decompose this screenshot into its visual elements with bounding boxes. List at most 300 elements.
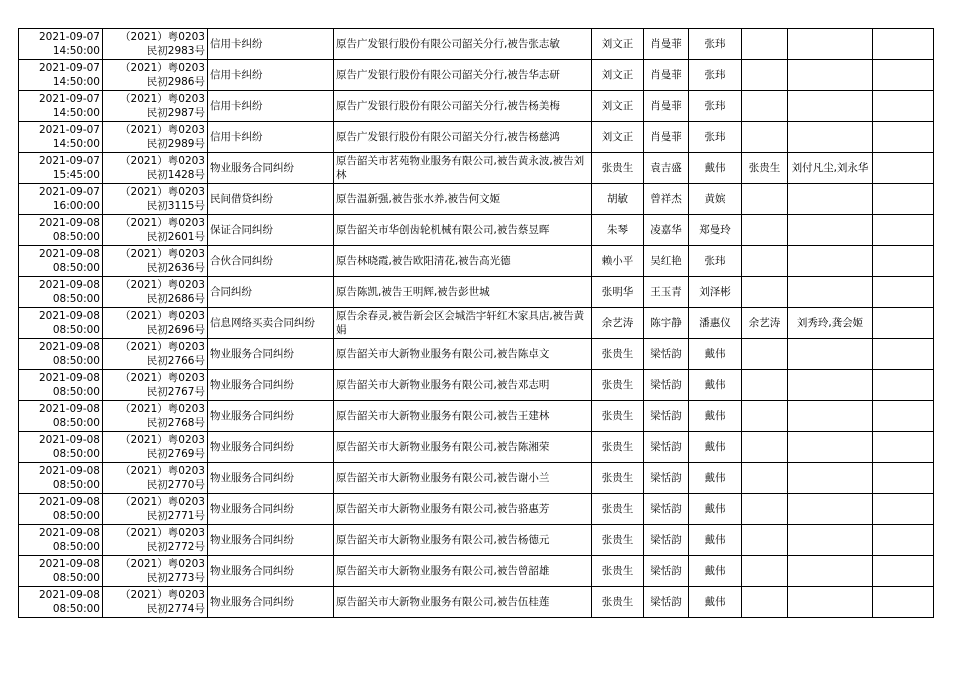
court-clerk-secretary: 戴伟 <box>704 596 726 608</box>
hearing-time-cell <box>19 153 103 184</box>
extra-cell <box>873 432 934 463</box>
juror-pair-cell <box>788 246 873 277</box>
juror-pair-cell <box>788 556 873 587</box>
parties-cell <box>334 184 592 215</box>
hearing-time-cell <box>19 401 103 432</box>
table-row <box>19 277 934 308</box>
juror-pair-cell <box>788 91 873 122</box>
juror-pair-cell <box>788 184 873 215</box>
hearing-time-cell <box>19 91 103 122</box>
judge-assistant-cell <box>644 184 689 215</box>
hearing-time-time: 08:50:00 <box>52 541 100 553</box>
presiding-judge-cell <box>592 246 644 277</box>
case-cause-cell <box>208 339 334 370</box>
court-clerk-cell <box>689 370 742 401</box>
case-number-case-a: （2021）粤0203 <box>120 496 205 508</box>
hearing-time-date: 2021-09-07 <box>38 31 100 43</box>
extra-cell <box>873 215 934 246</box>
presiding-judge-cell <box>592 556 644 587</box>
hearing-time-time: 08:50:00 <box>52 262 100 274</box>
case-number-case-a: （2021）粤0203 <box>120 155 205 167</box>
hearing-time-date: 2021-09-08 <box>38 434 100 446</box>
court-clerk-secretary: 戴伟 <box>704 379 726 391</box>
case-number-cell <box>103 587 208 618</box>
parties-parties: 原告韶关市大新物业服务有限公司,被告王建林 <box>336 410 550 422</box>
presiding-judge-cell <box>592 153 644 184</box>
extra-cell <box>873 153 934 184</box>
hearing-time-time: 08:50:00 <box>52 324 100 336</box>
extra-cell <box>873 246 934 277</box>
hearing-time-date: 2021-09-08 <box>38 558 100 570</box>
hearing-time-time: 08:50:00 <box>52 355 100 367</box>
hearing-time-cell <box>19 587 103 618</box>
case-number-case-b: 民初2773号 <box>146 572 205 584</box>
presiding-judge-cell <box>592 401 644 432</box>
judge-assistant-cell <box>644 60 689 91</box>
extra-cell <box>873 370 934 401</box>
hearing-time-date: 2021-09-08 <box>38 527 100 539</box>
hearing-time-time: 08:50:00 <box>52 417 100 429</box>
juror-cell <box>742 91 788 122</box>
case-number-case-b: 民初2987号 <box>146 107 205 119</box>
case-cause-cause: 物业服务合同纠纷 <box>210 565 294 577</box>
case-number-case-a: （2021）粤0203 <box>120 279 205 291</box>
hearing-time-time: 08:50:00 <box>52 603 100 615</box>
table-row <box>19 494 934 525</box>
case-number-cell <box>103 525 208 556</box>
judge-assistant-cell <box>644 122 689 153</box>
presiding-judge-judge: 胡敏 <box>607 193 628 205</box>
parties-cell <box>334 308 592 339</box>
parties-cell <box>334 339 592 370</box>
judge-assistant-clerk: 梁恬韵 <box>650 596 682 608</box>
case-number-cell <box>103 370 208 401</box>
parties-parties: 原告韶关市大新物业服务有限公司,被告杨德元 <box>336 534 550 546</box>
juror-cell <box>742 494 788 525</box>
hearing-time-cell <box>19 525 103 556</box>
hearing-time-cell <box>19 339 103 370</box>
juror-juror1: 张贵生 <box>748 162 781 174</box>
parties-parties: 原告韶关市茗苑物业服务有限公司,被告黄永波,被告刘林 <box>336 155 585 181</box>
juror-pair-cell <box>788 525 873 556</box>
hearing-time-cell <box>19 432 103 463</box>
juror-pair-cell <box>788 60 873 91</box>
parties-parties: 原告韶关市大新物业服务有限公司,被告骆惠芳 <box>336 503 550 515</box>
court-clerk-cell <box>689 246 742 277</box>
hearing-time-date: 2021-09-08 <box>38 341 100 353</box>
extra-cell <box>873 525 934 556</box>
judge-assistant-cell <box>644 401 689 432</box>
case-cause-cell <box>208 215 334 246</box>
hearing-time-time: 16:00:00 <box>52 200 100 212</box>
judge-assistant-clerk: 凌嘉华 <box>650 224 682 236</box>
parties-cell <box>334 91 592 122</box>
juror-cell <box>742 432 788 463</box>
juror-cell <box>742 277 788 308</box>
case-cause-cell <box>208 91 334 122</box>
case-cause-cause: 物业服务合同纠纷 <box>210 441 294 453</box>
case-number-case-b: 民初2696号 <box>146 324 205 336</box>
presiding-judge-cell <box>592 432 644 463</box>
court-clerk-cell <box>689 525 742 556</box>
case-number-case-b: 民初3115号 <box>146 200 205 212</box>
judge-assistant-clerk: 曾祥杰 <box>650 193 682 205</box>
presiding-judge-judge: 刘文正 <box>601 131 634 143</box>
case-cause-cell <box>208 122 334 153</box>
table-row <box>19 215 934 246</box>
court-clerk-secretary: 戴伟 <box>704 162 726 174</box>
juror-pair-cell <box>788 122 873 153</box>
table-row <box>19 29 934 60</box>
case-cause-cause: 信用卡纠纷 <box>210 100 263 112</box>
court-clerk-secretary: 戴伟 <box>704 472 726 484</box>
parties-parties: 原告广发银行股份有限公司韶关分行,被告杨美梅 <box>336 100 560 112</box>
table-row <box>19 91 934 122</box>
extra-cell <box>873 587 934 618</box>
case-number-case-b: 民初2767号 <box>146 386 205 398</box>
case-cause-cell <box>208 525 334 556</box>
parties-cell <box>334 494 592 525</box>
presiding-judge-judge: 张贵生 <box>601 565 634 577</box>
parties-cell <box>334 29 592 60</box>
case-number-case-a: （2021）粤0203 <box>120 93 205 105</box>
judge-assistant-clerk: 王玉青 <box>650 286 682 298</box>
court-clerk-secretary: 戴伟 <box>704 503 726 515</box>
juror-pair-cell <box>788 153 873 184</box>
hearing-time-time: 08:50:00 <box>52 293 100 305</box>
juror-pair-juror2: 刘付凡尘,刘永华 <box>791 162 869 174</box>
case-number-case-a: （2021）粤0203 <box>120 310 205 322</box>
parties-parties: 原告韶关市大新物业服务有限公司,被告谢小兰 <box>336 472 550 484</box>
judge-assistant-clerk: 梁恬韵 <box>650 503 682 515</box>
court-clerk-cell <box>689 29 742 60</box>
juror-pair-cell <box>788 215 873 246</box>
case-cause-cause: 物业服务合同纠纷 <box>210 348 294 360</box>
presiding-judge-cell <box>592 463 644 494</box>
table-row <box>19 60 934 91</box>
court-clerk-cell <box>689 215 742 246</box>
parties-cell <box>334 122 592 153</box>
juror-cell <box>742 308 788 339</box>
case-number-case-a: （2021）粤0203 <box>120 527 205 539</box>
case-number-case-b: 民初2768号 <box>146 417 205 429</box>
case-cause-cause: 合伙合同纠纷 <box>210 255 273 267</box>
hearing-time-time: 14:50:00 <box>52 76 100 88</box>
court-clerk-cell <box>689 277 742 308</box>
hearing-time-time: 08:50:00 <box>52 386 100 398</box>
case-cause-cell <box>208 29 334 60</box>
case-number-cell <box>103 556 208 587</box>
court-clerk-cell <box>689 432 742 463</box>
parties-parties: 原告韶关市大新物业服务有限公司,被告曾韶雄 <box>336 565 550 577</box>
court-clerk-secretary: 戴伟 <box>704 410 726 422</box>
presiding-judge-cell <box>592 60 644 91</box>
juror-cell <box>742 587 788 618</box>
parties-cell <box>334 215 592 246</box>
court-clerk-cell <box>689 91 742 122</box>
hearing-time-cell <box>19 556 103 587</box>
judge-assistant-clerk: 肖曼菲 <box>650 38 682 50</box>
hearing-time-date: 2021-09-08 <box>38 372 100 384</box>
parties-parties: 原告余春灵,被告新会区会城浩宇轩红木家具店,被告黄娟 <box>336 310 585 336</box>
case-cause-cell <box>208 60 334 91</box>
parties-parties: 原告韶关市大新物业服务有限公司,被告陈卓文 <box>336 348 550 360</box>
judge-assistant-cell <box>644 29 689 60</box>
case-number-cell <box>103 401 208 432</box>
case-number-cell <box>103 277 208 308</box>
parties-cell <box>334 556 592 587</box>
presiding-judge-cell <box>592 122 644 153</box>
case-cause-cause: 信息网络买卖合同纠纷 <box>210 317 315 329</box>
table-row <box>19 401 934 432</box>
case-cause-cell <box>208 184 334 215</box>
case-number-case-a: （2021）粤0203 <box>120 186 205 198</box>
juror-pair-cell <box>788 308 873 339</box>
hearing-time-date: 2021-09-07 <box>38 93 100 105</box>
judge-assistant-clerk: 吴红艳 <box>650 255 682 267</box>
case-cause-cause: 信用卡纠纷 <box>210 131 263 143</box>
juror-cell <box>742 370 788 401</box>
court-clerk-cell <box>689 153 742 184</box>
case-cause-cell <box>208 494 334 525</box>
hearing-time-date: 2021-09-08 <box>38 310 100 322</box>
court-clerk-secretary: 郑曼玲 <box>699 224 731 236</box>
juror-pair-cell <box>788 587 873 618</box>
hearing-time-date: 2021-09-08 <box>38 465 100 477</box>
case-number-cell <box>103 215 208 246</box>
hearing-time-time: 14:50:00 <box>52 138 100 150</box>
hearing-time-date: 2021-09-07 <box>38 155 100 167</box>
extra-cell <box>873 401 934 432</box>
juror-cell <box>742 525 788 556</box>
hearing-time-cell <box>19 215 103 246</box>
table-row <box>19 370 934 401</box>
court-clerk-secretary: 张玮 <box>704 69 726 81</box>
case-number-case-b: 民初2601号 <box>146 231 205 243</box>
judge-assistant-cell <box>644 587 689 618</box>
case-number-case-b: 民初2769号 <box>146 448 205 460</box>
judge-assistant-cell <box>644 91 689 122</box>
presiding-judge-judge: 朱琴 <box>607 224 628 236</box>
extra-cell <box>873 91 934 122</box>
hearing-time-time: 08:50:00 <box>52 572 100 584</box>
juror-pair-cell <box>788 370 873 401</box>
court-clerk-cell <box>689 60 742 91</box>
juror-cell <box>742 215 788 246</box>
judge-assistant-clerk: 梁恬韵 <box>650 534 682 546</box>
juror-cell <box>742 463 788 494</box>
court-clerk-cell <box>689 494 742 525</box>
court-clerk-cell <box>689 587 742 618</box>
parties-parties: 原告林晓霞,被告欧阳清花,被告高光德 <box>336 255 511 267</box>
case-cause-cell <box>208 556 334 587</box>
case-cause-cell <box>208 401 334 432</box>
hearing-time-cell <box>19 246 103 277</box>
parties-parties: 原告韶关市大新物业服务有限公司,被告邓志明 <box>336 379 550 391</box>
table-row <box>19 184 934 215</box>
table-row <box>19 556 934 587</box>
judge-assistant-cell <box>644 463 689 494</box>
presiding-judge-cell <box>592 525 644 556</box>
juror-pair-cell <box>788 401 873 432</box>
juror-pair-cell <box>788 494 873 525</box>
presiding-judge-judge: 张贵生 <box>601 534 634 546</box>
hearing-time-time: 14:50:00 <box>52 45 100 57</box>
case-number-cell <box>103 463 208 494</box>
judge-assistant-cell <box>644 370 689 401</box>
parties-parties: 原告广发银行股份有限公司韶关分行,被告华志研 <box>336 69 560 81</box>
case-number-case-a: （2021）粤0203 <box>120 31 205 43</box>
case-number-case-b: 民初2772号 <box>146 541 205 553</box>
presiding-judge-cell <box>592 370 644 401</box>
parties-parties: 原告韶关市华创齿轮机械有限公司,被告蔡昱晖 <box>336 224 550 236</box>
extra-cell <box>873 29 934 60</box>
extra-cell <box>873 277 934 308</box>
case-cause-cause: 物业服务合同纠纷 <box>210 534 294 546</box>
table-row <box>19 153 934 184</box>
court-clerk-cell <box>689 122 742 153</box>
parties-cell <box>334 277 592 308</box>
court-clerk-cell <box>689 463 742 494</box>
court-clerk-secretary: 刘泽彬 <box>699 286 731 298</box>
case-number-case-b: 民初2774号 <box>146 603 205 615</box>
parties-cell <box>334 246 592 277</box>
hearing-time-cell <box>19 308 103 339</box>
case-number-cell <box>103 153 208 184</box>
parties-cell <box>334 60 592 91</box>
parties-parties: 原告陈凯,被告王明辉,被告彭世城 <box>336 286 490 298</box>
case-number-case-a: （2021）粤0203 <box>120 403 205 415</box>
table-row <box>19 525 934 556</box>
hearing-time-cell <box>19 29 103 60</box>
extra-cell <box>873 184 934 215</box>
case-cause-cause: 物业服务合同纠纷 <box>210 379 294 391</box>
case-number-cell <box>103 494 208 525</box>
hearing-time-date: 2021-09-08 <box>38 496 100 508</box>
parties-cell <box>334 153 592 184</box>
extra-cell <box>873 339 934 370</box>
hearing-time-cell <box>19 277 103 308</box>
case-number-case-b: 民初2636号 <box>146 262 205 274</box>
judge-assistant-cell <box>644 308 689 339</box>
case-number-cell <box>103 339 208 370</box>
hearing-time-date: 2021-09-08 <box>38 217 100 229</box>
case-number-case-b: 民初2766号 <box>146 355 205 367</box>
hearing-time-date: 2021-09-07 <box>38 186 100 198</box>
court-clerk-secretary: 戴伟 <box>704 441 726 453</box>
extra-cell <box>873 308 934 339</box>
case-cause-cause: 物业服务合同纠纷 <box>210 596 294 608</box>
extra-cell <box>873 463 934 494</box>
parties-parties: 原告广发银行股份有限公司韶关分行,被告张志敏 <box>336 38 560 50</box>
hearing-time-date: 2021-09-08 <box>38 279 100 291</box>
hearing-time-cell <box>19 494 103 525</box>
juror-cell <box>742 246 788 277</box>
case-number-case-a: （2021）粤0203 <box>120 465 205 477</box>
parties-cell <box>334 432 592 463</box>
judge-assistant-cell <box>644 215 689 246</box>
hearing-time-cell <box>19 463 103 494</box>
hearing-time-date: 2021-09-08 <box>38 248 100 260</box>
court-clerk-secretary: 张玮 <box>704 100 726 112</box>
court-clerk-secretary: 张玮 <box>704 255 726 267</box>
extra-cell <box>873 60 934 91</box>
judge-assistant-clerk: 袁吉盛 <box>650 162 682 174</box>
case-number-case-a: （2021）粤0203 <box>120 124 205 136</box>
judge-assistant-cell <box>644 556 689 587</box>
judge-assistant-clerk: 梁恬韵 <box>650 379 682 391</box>
table-row <box>19 587 934 618</box>
case-number-case-a: （2021）粤0203 <box>120 372 205 384</box>
judge-assistant-clerk: 陈宇静 <box>650 317 682 329</box>
judge-assistant-cell <box>644 339 689 370</box>
parties-cell <box>334 370 592 401</box>
juror-pair-cell <box>788 432 873 463</box>
case-number-cell <box>103 29 208 60</box>
court-clerk-secretary: 戴伟 <box>704 348 726 360</box>
presiding-judge-judge: 刘文正 <box>601 100 634 112</box>
hearing-time-time: 08:50:00 <box>52 231 100 243</box>
court-clerk-cell <box>689 556 742 587</box>
juror-pair-juror2: 刘秀玲,龚会姬 <box>796 317 864 329</box>
table-row <box>19 246 934 277</box>
juror-pair-cell <box>788 29 873 60</box>
case-cause-cause: 物业服务合同纠纷 <box>210 472 294 484</box>
case-number-case-b: 民初2771号 <box>146 510 205 522</box>
hearing-time-time: 08:50:00 <box>52 479 100 491</box>
hearing-time-time: 14:50:00 <box>52 107 100 119</box>
hearing-schedule-table <box>18 28 934 618</box>
parties-cell <box>334 401 592 432</box>
presiding-judge-cell <box>592 91 644 122</box>
juror-cell <box>742 29 788 60</box>
hearing-time-date: 2021-09-08 <box>38 403 100 415</box>
presiding-judge-cell <box>592 587 644 618</box>
judge-assistant-cell <box>644 525 689 556</box>
parties-parties: 原告温新强,被告张水养,被告何文姬 <box>336 193 501 205</box>
court-clerk-secretary: 戴伟 <box>704 534 726 546</box>
case-number-case-b: 民初2770号 <box>146 479 205 491</box>
case-number-cell <box>103 122 208 153</box>
case-number-case-b: 民初2989号 <box>146 138 205 150</box>
hearing-time-date: 2021-09-07 <box>38 124 100 136</box>
case-cause-cell <box>208 587 334 618</box>
presiding-judge-judge: 张贵生 <box>601 410 634 422</box>
presiding-judge-judge: 张贵生 <box>601 379 634 391</box>
judge-assistant-cell <box>644 153 689 184</box>
case-number-case-a: （2021）粤0203 <box>120 62 205 74</box>
case-number-cell <box>103 60 208 91</box>
hearing-time-cell <box>19 370 103 401</box>
judge-assistant-cell <box>644 494 689 525</box>
juror-cell <box>742 556 788 587</box>
case-cause-cell <box>208 153 334 184</box>
parties-cell <box>334 587 592 618</box>
juror-cell <box>742 60 788 91</box>
court-clerk-secretary: 黄嫔 <box>704 193 726 205</box>
case-cause-cause: 信用卡纠纷 <box>210 38 263 50</box>
juror-pair-cell <box>788 463 873 494</box>
presiding-judge-judge: 张贵生 <box>601 503 634 515</box>
parties-parties: 原告广发银行股份有限公司韶关分行,被告杨慈鸿 <box>336 131 560 143</box>
presiding-judge-judge: 张贵生 <box>601 348 634 360</box>
case-cause-cause: 信用卡纠纷 <box>210 69 263 81</box>
table-row <box>19 339 934 370</box>
table-row <box>19 308 934 339</box>
presiding-judge-cell <box>592 308 644 339</box>
court-clerk-secretary: 张玮 <box>704 38 726 50</box>
case-cause-cell <box>208 370 334 401</box>
